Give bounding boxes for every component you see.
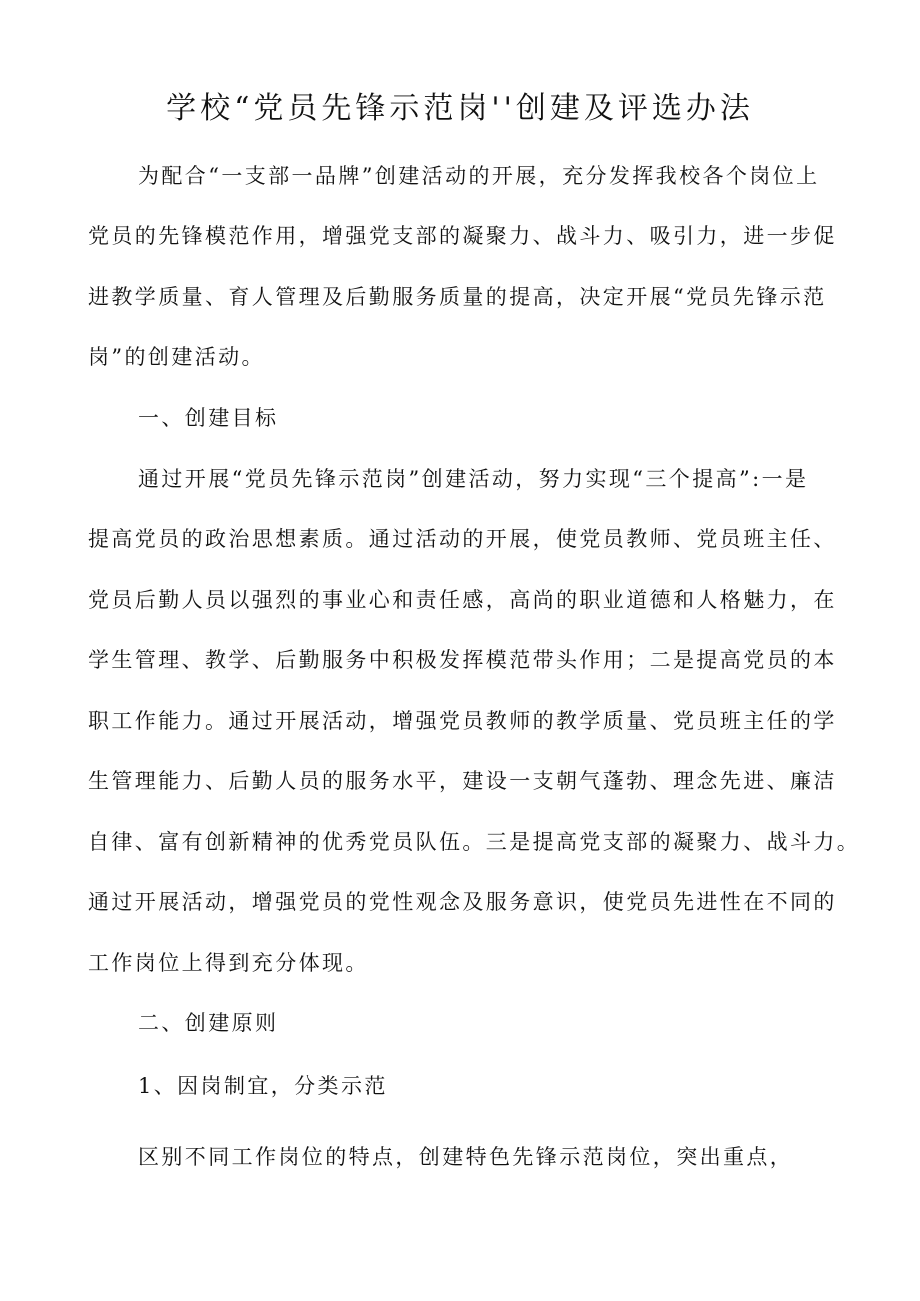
paragraph-line: 生管理能力、后勤人员的服务水平，建设一支朝气蓬勃、理念先进、廉洁	[88, 769, 837, 793]
paragraph-line: 学生管理、教学、后勤服务中积极发挥模范带头作用；二是提高党员的本	[88, 648, 837, 672]
paragraph-line: 提高党员的政治思想素质。通过活动的开展，使党员教师、党员班主任、	[88, 527, 837, 551]
paragraph-line: 为配合“一支部一品牌”创建活动的开展，充分发挥我校各个岗位上	[138, 164, 820, 188]
paragraph-line: 党员的先锋模范作用，增强党支部的凝聚力、战斗力、吸引力，进一步促	[88, 224, 837, 248]
paragraph-line: 通过开展“党员先锋示范岗”创建活动，努力实现“三个提高”:一是	[138, 467, 809, 491]
section-heading: 二、创建原则	[138, 1011, 279, 1035]
paragraph-line: 党员后勤人员以强烈的事业心和责任感，高尚的职业道德和人格魅力，在	[88, 588, 837, 612]
section-heading: 一、创建目标	[138, 406, 279, 430]
document-title: 学校“党员先锋示范岗''创建及评选办法	[166, 91, 754, 126]
paragraph-line: 区别不同工作岗位的特点，创建特色先锋示范岗位，突出重点，	[138, 1145, 794, 1169]
paragraph-line: 自律、富有创新精神的优秀党员队伍。三是提高党支部的凝聚力、战斗力。	[88, 830, 861, 854]
paragraph-line: 岗”的创建活动。	[88, 345, 265, 369]
subsection-heading: 1、因岗制宜，分类示范	[138, 1074, 388, 1098]
paragraph-line: 进教学质量、育人管理及后勤服务质量的提高，决定开展“党员先锋示范	[88, 285, 827, 309]
paragraph-line: 通过开展活动，增强党员的党性观念及服务意识，使党员先进性在不同的	[88, 890, 837, 914]
paragraph-line: 职工作能力。通过开展活动，增强党员教师的教学质量、党员班主任的学	[88, 709, 837, 733]
paragraph-line: 工作岗位上得到充分体现。	[88, 951, 369, 975]
